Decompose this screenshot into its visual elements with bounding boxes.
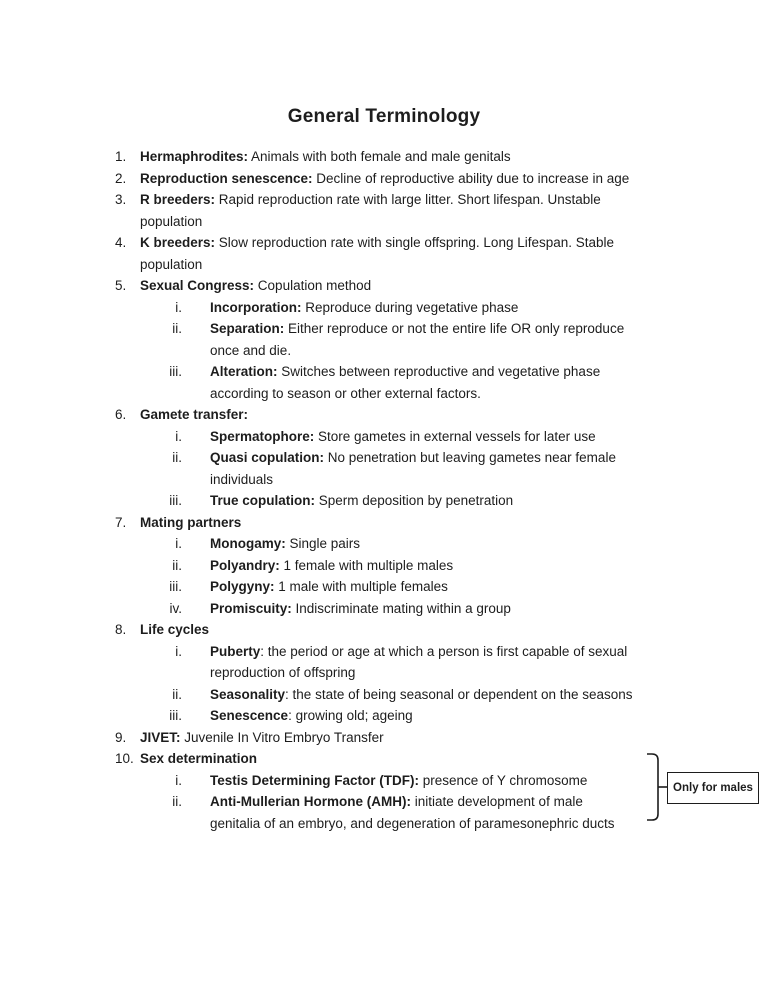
list-item: [115, 727, 660, 749]
term-definition: Reproduce during vegetative phase: [301, 299, 519, 315]
sub-list-item: [115, 684, 660, 706]
list-item: [115, 512, 660, 534]
term-label: Sex determination: [140, 751, 258, 766]
sub-list-item: [115, 361, 660, 383]
sub-list-item: [115, 598, 660, 620]
page-title: General Terminology: [287, 106, 481, 127]
continuation-line: population: [140, 256, 203, 272]
sub-list-item: [115, 297, 660, 319]
term-definition: Indiscriminate mating within a group: [291, 600, 511, 616]
sub-list-item: [115, 641, 660, 663]
item-number: 3.: [115, 192, 127, 207]
term-definition: 1 female with multiple males: [279, 557, 454, 573]
item-number: 6.: [115, 407, 127, 422]
term-label: Monogamy:: [210, 536, 286, 551]
sub-list-item: [115, 447, 660, 469]
item-number: iii.: [169, 364, 182, 379]
term-definition: Switches between reproductive and vegetative phase: [277, 364, 601, 379]
term-label: Testis Determining Factor (TDF):: [210, 772, 420, 788]
item-number: ii.: [172, 557, 182, 573]
sub-list-item: [115, 490, 660, 512]
term-definition: Decline of reproductive ability due to increase in age: [312, 170, 630, 186]
sub-list-item: [115, 426, 660, 448]
term-definition: No penetration but leaving gametes near female: [324, 450, 616, 465]
term-label: Polygyny:: [210, 579, 275, 594]
item-number: iii.: [169, 579, 182, 594]
bracket-icon: [646, 752, 668, 822]
continuation-line: once and die.: [210, 342, 292, 358]
item-number: i.: [175, 299, 182, 315]
list-item: [115, 619, 660, 641]
sub-list-item: [115, 791, 660, 813]
term-definition: Store gametes in external vessels for later use: [314, 428, 596, 444]
item-number: 1.: [115, 149, 127, 164]
item-number: ii.: [172, 321, 182, 336]
item-number: 2.: [115, 170, 127, 186]
term-label: Polyandry:: [210, 557, 280, 573]
term-definition: Single pairs: [285, 536, 361, 551]
item-number: 8.: [115, 622, 127, 637]
term-label: JIVET:: [140, 729, 181, 745]
term-label: Incorporation:: [210, 299, 302, 315]
sub-list-item: [115, 770, 660, 792]
sub-list-item: [115, 533, 660, 555]
term-label: Anti-Mullerian Hormone (AMH):: [210, 794, 411, 809]
item-number: 9.: [115, 729, 127, 745]
item-number: i.: [175, 643, 182, 659]
item-number: iii.: [169, 493, 182, 508]
term-definition: : the period or age at which a person is first capable of sexual: [260, 643, 628, 659]
list-item: [115, 168, 660, 190]
list-item: [115, 275, 660, 297]
term-definition: Sperm deposition by penetration: [315, 493, 514, 508]
term-definition: Slow reproduction rate with single offspring. Long Lifespan. Stable: [215, 235, 615, 250]
term-label: Mating partners: [140, 514, 242, 530]
term-label: Quasi copulation:: [210, 450, 325, 465]
list-item: [115, 404, 660, 426]
term-label: Spermatophore:: [210, 428, 315, 444]
term-definition: : growing old; ageing: [288, 708, 413, 723]
term-label: Seasonality: [210, 686, 286, 702]
term-label: Puberty: [210, 643, 261, 659]
annotation-label: Only for males: [673, 782, 753, 794]
term-definition: initiate development of male: [410, 794, 583, 809]
term-label: Life cycles: [140, 622, 210, 637]
term-definition: Either reproduce or not the entire life OR only reproduce: [284, 321, 625, 336]
term-definition: Animals with both female and male genitals: [248, 149, 511, 164]
continuation-line: reproduction of offspring: [210, 665, 356, 680]
only-for-males-box: [667, 772, 759, 804]
list-item: [115, 189, 660, 211]
term-label: Hermaphrodites:: [140, 149, 249, 164]
term-label: Reproduction senescence:: [140, 170, 313, 186]
sub-list-item: [115, 318, 660, 340]
item-number: ii.: [172, 794, 182, 809]
continuation-line: genitalia of an embryo, and degeneration of paramesonephric ducts: [210, 815, 615, 831]
term-definition: 1 male with multiple females: [274, 579, 448, 594]
term-definition: : the state of being seasonal or dependent on the seasons: [285, 686, 633, 702]
terminology-list: [115, 146, 660, 834]
list-item: [115, 748, 660, 770]
term-label: Gamete transfer:: [140, 407, 249, 422]
item-number: 10.: [115, 751, 134, 766]
sub-list-item: [115, 576, 660, 598]
item-number: iv.: [169, 600, 182, 616]
term-definition: Rapid reproduction rate with large litter. Short lifespan. Unstable: [215, 192, 601, 207]
list-item: [115, 232, 660, 254]
term-label: Separation:: [210, 321, 285, 336]
list-item: [115, 146, 660, 168]
item-number: ii.: [172, 450, 182, 465]
item-number: ii.: [172, 686, 182, 702]
term-label: Sexual Congress:: [140, 278, 255, 293]
continuation-line: individuals: [210, 471, 274, 487]
term-definition: Juvenile In Vitro Embryo Transfer: [180, 729, 384, 745]
item-number: iii.: [169, 708, 182, 723]
term-label: Alteration:: [210, 364, 278, 379]
term-definition: Copulation method: [254, 278, 372, 293]
item-number: i.: [175, 536, 182, 551]
sub-list-item: [115, 555, 660, 577]
term-label: True copulation:: [210, 493, 316, 508]
continuation-line: population: [140, 213, 203, 229]
item-number: 4.: [115, 235, 127, 250]
term-label: R breeders:: [140, 192, 216, 207]
continuation-line: according to season or other external factors.: [210, 385, 481, 401]
term-label: Senescence: [210, 708, 289, 723]
term-label: K breeders:: [140, 235, 216, 250]
sub-list-item: [115, 705, 660, 727]
term-label: Promiscuity:: [210, 600, 292, 616]
item-number: i.: [175, 428, 182, 444]
item-number: 7.: [115, 514, 127, 530]
item-number: i.: [175, 772, 182, 788]
term-definition: presence of Y chromosome: [419, 772, 588, 788]
item-number: 5.: [115, 278, 127, 293]
